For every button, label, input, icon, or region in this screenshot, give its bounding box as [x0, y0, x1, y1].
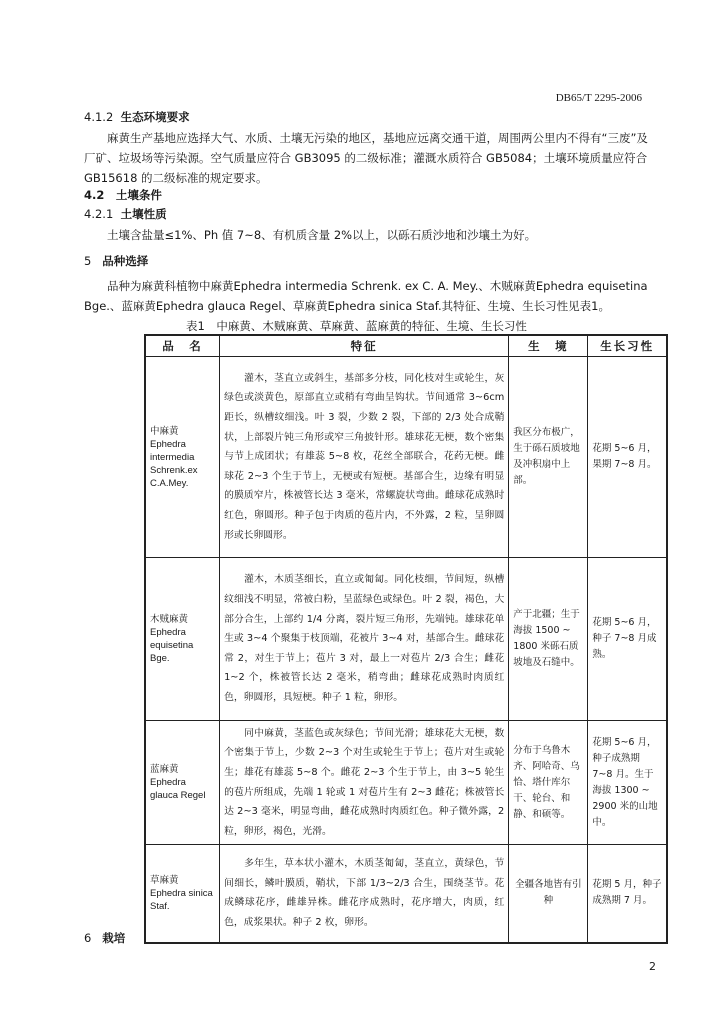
species-habitat: 分布于乌鲁木齐、阿哈奇、乌恰、塔什库尔干、轮台、和静、和硕等。 — [509, 721, 588, 845]
species-name: 中麻黄 Ephedra intermedia Schrenk.ex C.A.Mey. — [145, 357, 220, 558]
species-growth: 花期 5~6 月，果期 7~8 月。 — [588, 357, 667, 558]
section-4-1-2-body: 麻黄生产基地应选择大气、水质、土壤无污染的地区，基地应远离交通干道，周围两公里内不得有“三废”及厂矿、垃圾场等污染源。空气质量应符合 GB3095 的二级标准；灌溉水质符合 GB5084；土壤环境质量应符合 GB15618 的二级标准的规定要求。 — [84, 131, 648, 185]
section-6-heading: 6 栽培 — [84, 931, 126, 945]
species-growth: 花期 5~6 月，种子成熟期 7~8 月。生于海拔 1300 ~ 2900 米的山地中。 — [588, 721, 667, 845]
table-header-row — [145, 335, 667, 357]
species-table — [144, 334, 668, 944]
document-code: DB65/T 2295-2006 — [555, 92, 642, 104]
section-4-2-1-body: 土壤含盐量≤1%、Ph 值 7~8、有机质含量 2%以上，以砾石质沙地和沙壤土为好。 — [107, 228, 537, 242]
species-name: 蓝麻黄 Ephedra glauca Regel — [145, 721, 220, 845]
species-habitat: 产于北疆；生于海拔 1500 ~ 1800 米砾石质坡地及石缝中。 — [509, 558, 588, 721]
table-row — [145, 357, 667, 558]
table-row — [145, 558, 667, 721]
header-growth: 生长习性 — [588, 335, 667, 357]
section-4-2-heading: 4.2 土壤条件 — [84, 188, 162, 202]
header-feature: 特征 — [220, 335, 509, 357]
page-number: 2 — [649, 960, 656, 973]
header-habitat: 生 境 — [509, 335, 588, 357]
species-name: 木贼麻黄 Ephedra equisetina Bge. — [145, 558, 220, 721]
species-growth: 花期 5~6 月，种子 7~8 月成熟。 — [588, 558, 667, 721]
species-feature: 多年生，草本状小灌木，木质茎匍匐，茎直立，黄绿色，节间细长，鳞叶膜质，鞘状，下部 1/3~2/3 合生，围绕茎节。花成鳞球花序，雌雄异株。雌花序成熟时，花序增大，肉质，红色，成浆果状。种子 2 枚，卵形。 — [220, 845, 509, 943]
table-row — [145, 721, 667, 845]
species-growth: 花期 5 月，种子成熟期 7 月。 — [588, 845, 667, 943]
header-name: 品 名 — [145, 335, 220, 357]
section-4-2-1-heading: 4.2.1 土壤性质 — [84, 207, 167, 221]
species-feature: 灌木，木质茎细长，直立或匍匐。同化枝细，节间短，纵槽纹细浅不明显，常被白粉，呈蓝绿色或绿色。叶 2 裂，褐色，大部分合生，上部约 1/4 分离，裂片短三角形，先端钝。雄球花单生或 3~4 个聚集于枝顶端，花被片 3~4 对，基部合生。雌球花常 2，对生于节上；苞片 3 对，最上一对苞片 2/3 合生；雌花 1~2 个，株被管长达 2 毫米，稍弯曲；雌球花成熟时肉质红色，卵圆形，具短梗。种子 1 粒，卵形。 — [220, 558, 509, 721]
species-habitat: 我区分布极广，生于砾石质坡地及冲积扇中上部。 — [509, 357, 588, 558]
species-feature: 灌木，茎直立或斜生，基部多分枝，同化枝对生或轮生，灰绿色或淡黄色，原部直立或稍有弯曲呈钩状。节间通常 3~6cm 距长，纵槽纹细浅。叶 3 裂，少数 2 裂，下部的 2/3 处合成鞘状，上部裂片钝三角形或窄三角披针形。雄球花无梗，数个密集与节上成团状；有雄蕊 5~8 枚，花丝全部联合，花药无梗。雌球花 2~3 个生于节上，无梗或有短梗。基部合生，边缘有明显的膜质窄片，株被管长达 3 毫米，常螺旋状弯曲。雌球花成熟时红色，卵圆形。种子包于肉质的苞片内，不外露，2 粒，呈卵圆形或长卵圆形。 — [220, 357, 509, 558]
table-caption: 表1 中麻黄、木贼麻黄、草麻黄、蓝麻黄的特征、生境、生长习性 — [186, 319, 527, 333]
species-feature: 同中麻黄，茎蓝色或灰绿色；节间光滑；雄球花大无梗，数个密集于节上，少数 2~3 个对生或轮生于节上；苞片对生或轮生；雄花有雄蕊 5~8 个。雌花 2~3 个生于节上，由 3~5 轮生的苞片所组成，先端 1 轮或 1 对苞片生有 2~3 雌花；株被管长达 2~3 毫米，明显弯曲，雌花成熟时肉质红色。种子微外露，2 粒，卵形，褐色，光滑。 — [220, 721, 509, 845]
species-habitat: 全疆各地皆有引种 — [509, 845, 588, 943]
section-5-heading: 5 品种选择 — [84, 254, 149, 268]
section-5-body: 品种为麻黄科植物中麻黄Ephedra intermedia Schrenk. ex C. A. Mey.、木贼麻黄Ephedra equisetina Bge.、蓝麻黄Ephedra glauca Regel、草麻黄Ephedra sinica Staf.其特征、生境、生长习性见表1。 — [84, 279, 648, 313]
species-name: 草麻黄 Ephedra sinica Staf. — [145, 845, 220, 943]
table-row — [145, 845, 667, 943]
section-4-1-2-heading: 4.1.2 生态环境要求 — [84, 110, 190, 124]
